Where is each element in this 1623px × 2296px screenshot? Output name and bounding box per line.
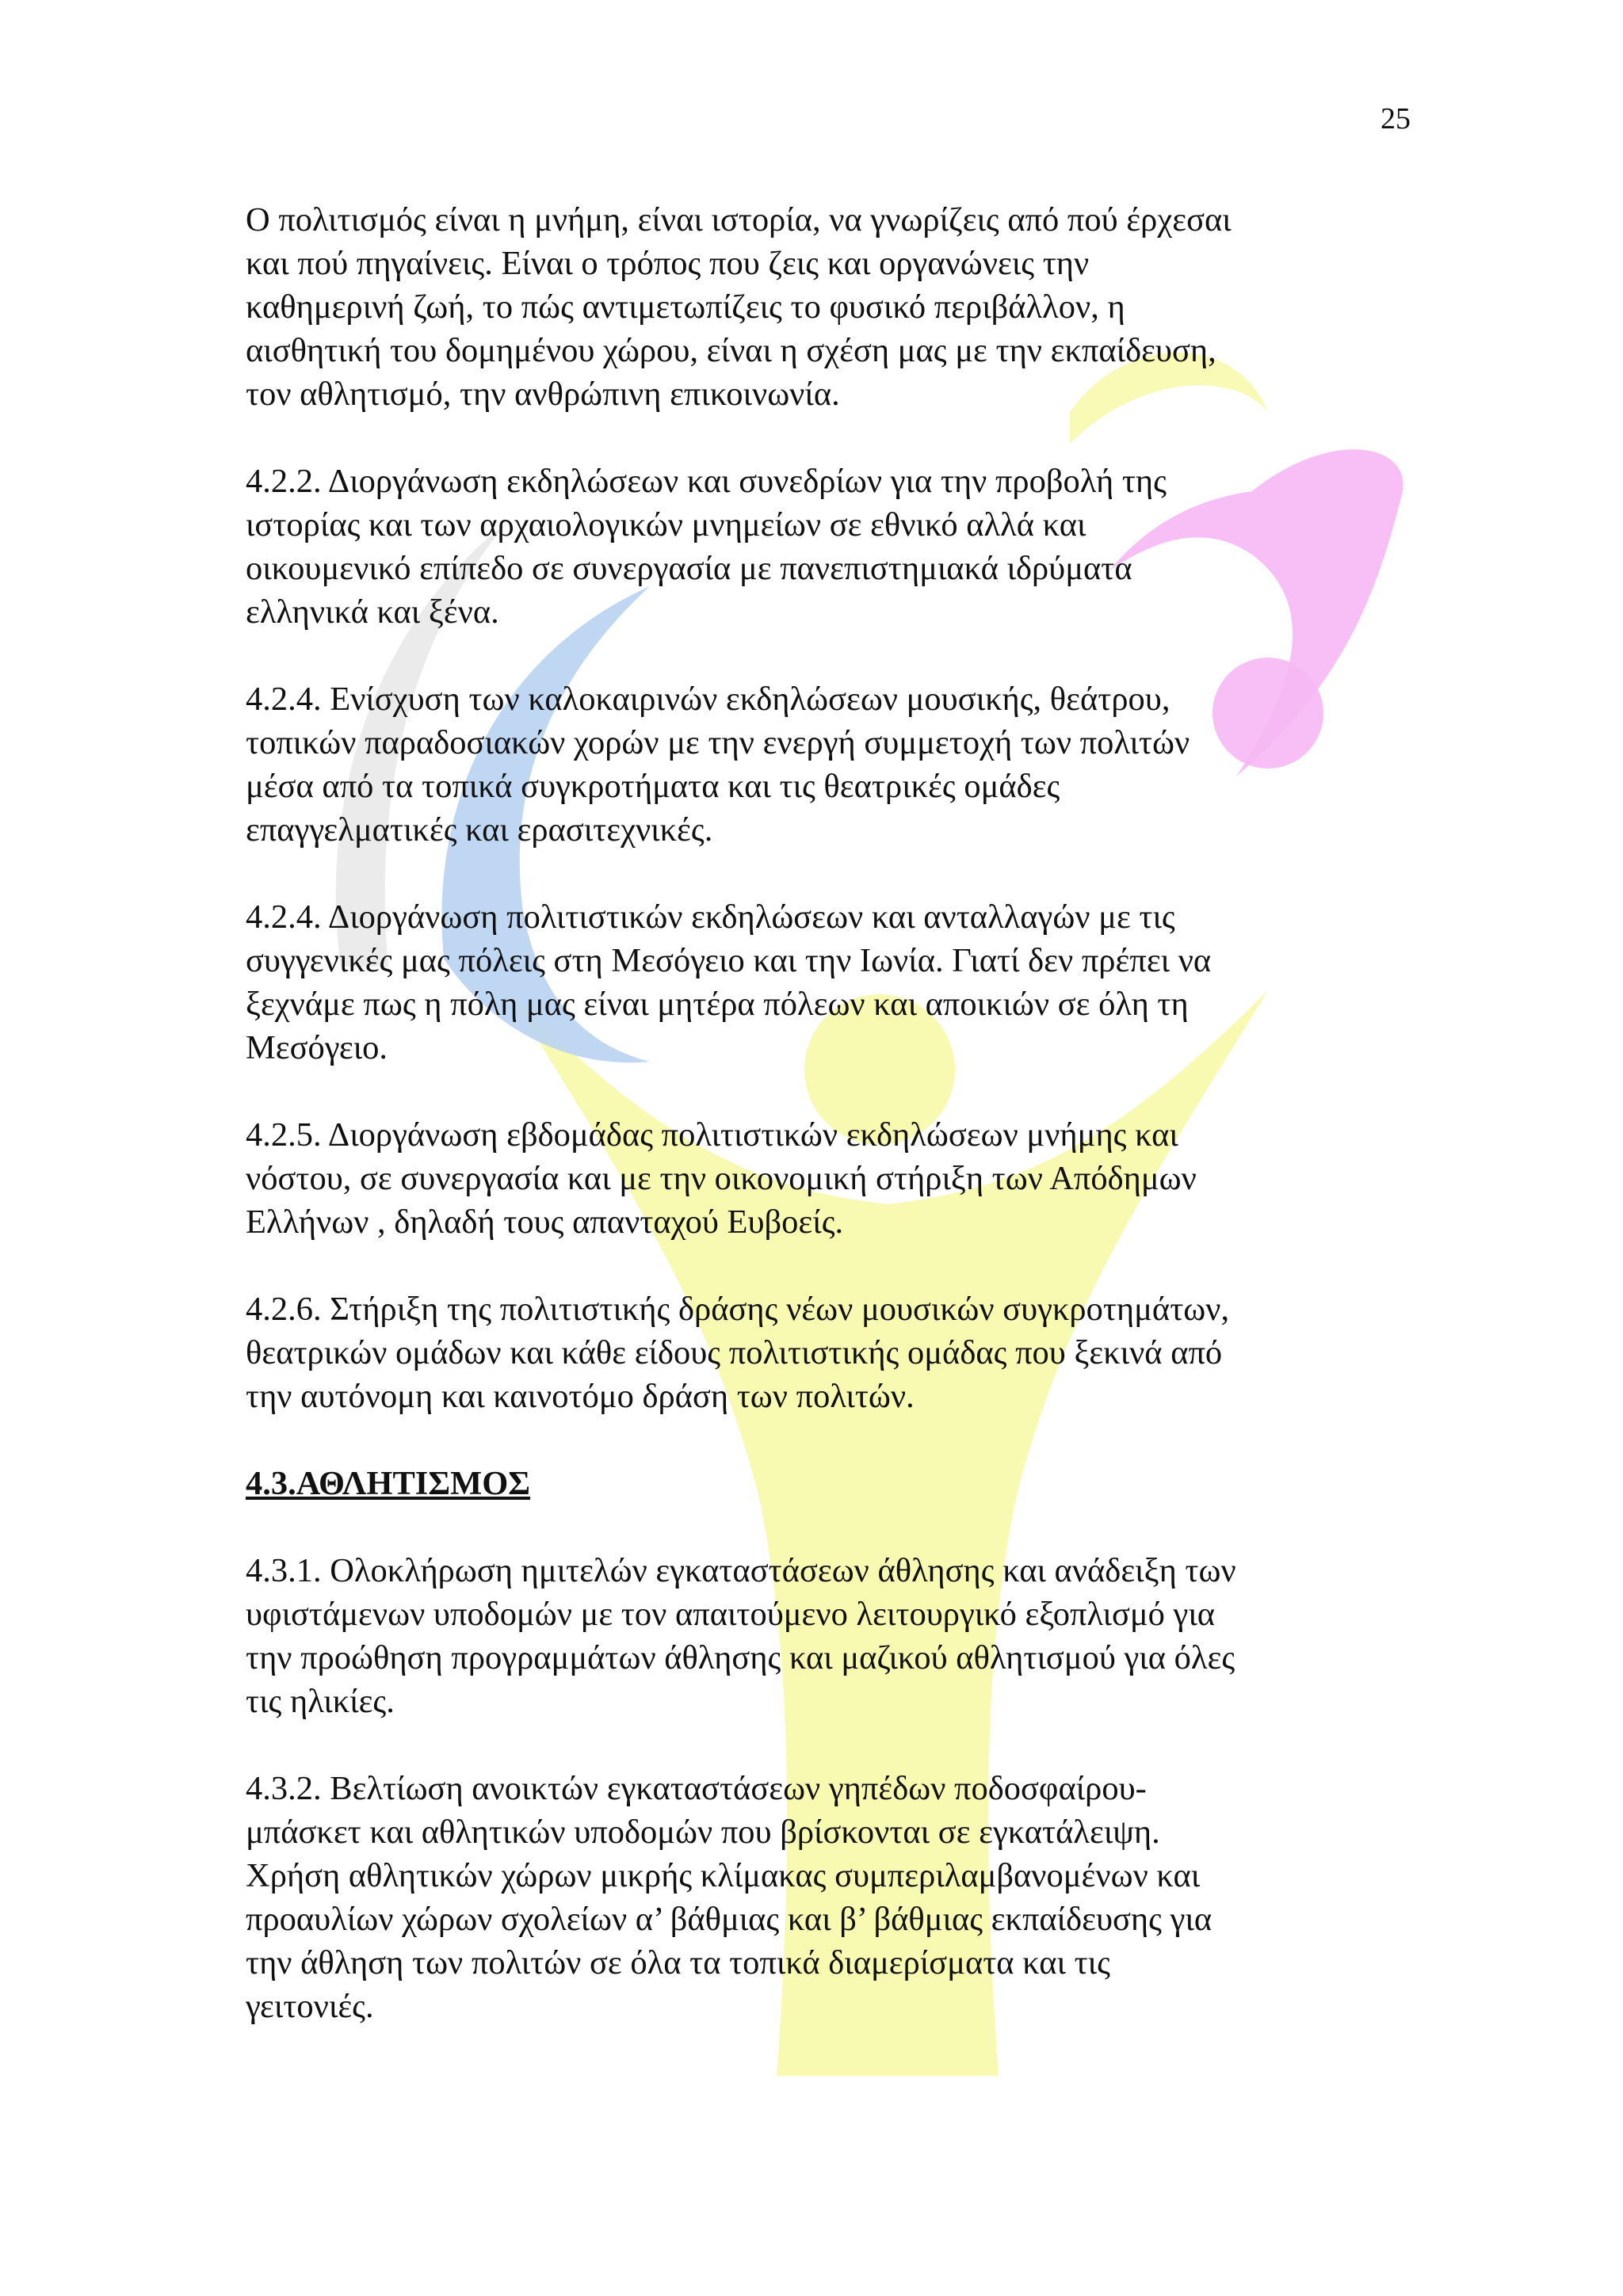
paragraph-culture-intro: Ο πολιτισμός είναι η μνήμη, είναι ιστορία, να γνωρίζεις από πού έρχεσαι και πού πηγαίνεις. Είναι ο τρόπος που ζεις και οργανώνεις την καθημερινή ζωή, το πώς αντιμετωπίζεις το φυσικό περιβάλλον, η αισθητική του δομημένου χώρου, είναι η σχέση μας με την εκπαίδευση, τον αθλητισμό, την ανθρώπινη επικοινωνία. — [246, 201, 1232, 413]
paragraph-4-2-4-summer-events: 4.2.4. Ενίσχυση των καλοκαιρινών εκδηλώσεων μουσικής, θεάτρου, τοπικών παραδοσιακών χορών με την ενεργή συμμετοχή των πολιτών μέσα από τα τοπικά συγκροτήματα και τις θεατρικές ομάδες επαγγελματικές και ερασιτεχνικές. — [246, 681, 1190, 849]
paragraph-4-2-2: 4.2.2. Διοργάνωση εκδηλώσεων και συνεδρίων για την προβολή της ιστορίας και των αρχαιολογικών μνημείων σε εθνικό αλλά και οικουμενικό επίπεδο σε συνεργασία με πανεπιστημιακά ιδρύματα ελληνικά και ξένα. — [246, 463, 1167, 631]
page-number: 25 — [1381, 102, 1411, 135]
paragraph-4-2-5: 4.2.5. Διοργάνωση εβδομάδας πολιτιστικών εκδηλώσεων μνήμης και νόστου, σε συνεργασία και με την οικονομική στήριξη των Απόδημων Ελλήνων , δηλαδή τους απανταχού Ευβοείς. — [246, 1116, 1197, 1241]
paragraph-4-2-4-cultural-exchanges: 4.2.4. Διοργάνωση πολιτιστικών εκδηλώσεων και ανταλλαγών με τις συγγενικές μας πόλεις στη Μεσόγειο και την Ιωνία. Γιατί δεν πρέπει να ξεχνάμε πως η πόλη μας είναι μητέρα πόλεων και αποικιών σε όλη τη Μεσόγειο. — [246, 898, 1212, 1066]
paragraph-4-3-2: 4.3.2. Βελτίωση ανοικτών εγκαταστάσεων γηπέδων ποδοσφαίρου- μπάσκετ και αθλητικών υποδομών που βρίσκονται σε εγκατάλειψη. Χρήση αθλητικών χώρων μικρής κλίμακας συμπεριλαμβανομένων και προαυλίων χώρων σχολείων α’ βάθμιας και β’ βάθμιας εκπαίδευσης για την άθληση των πολιτών σε όλα τα τοπικά διαμερίσματα και τις γειτονιές. — [246, 1770, 1212, 2025]
paragraph-4-3-1: 4.3.1. Ολοκλήρωση ημιτελών εγκαταστάσεων άθλησης και ανάδειξη των υφιστάμενων υποδομών με τον απαιτούμενο λειτουργικό εξοπλισμό για την προώθηση προγραμμάτων άθλησης και μαζικού αθλητισμού για όλες τις ηλικίες. — [246, 1552, 1236, 1720]
paragraph-4-2-6: 4.2.6. Στήριξη της πολιτιστικής δράσης νέων μουσικών συγκροτημάτων, θεατρικών ομάδων και κάθε είδους πολιτιστικής ομάδας που ξεκινά από την αυτόνομη και καινοτόμο δράση των πολιτών. — [246, 1291, 1230, 1415]
document-body — [246, 198, 1419, 2072]
section-heading-sports: 4.3.ΑΘΛΗΤΙΣΜΟΣ — [246, 1465, 531, 1502]
